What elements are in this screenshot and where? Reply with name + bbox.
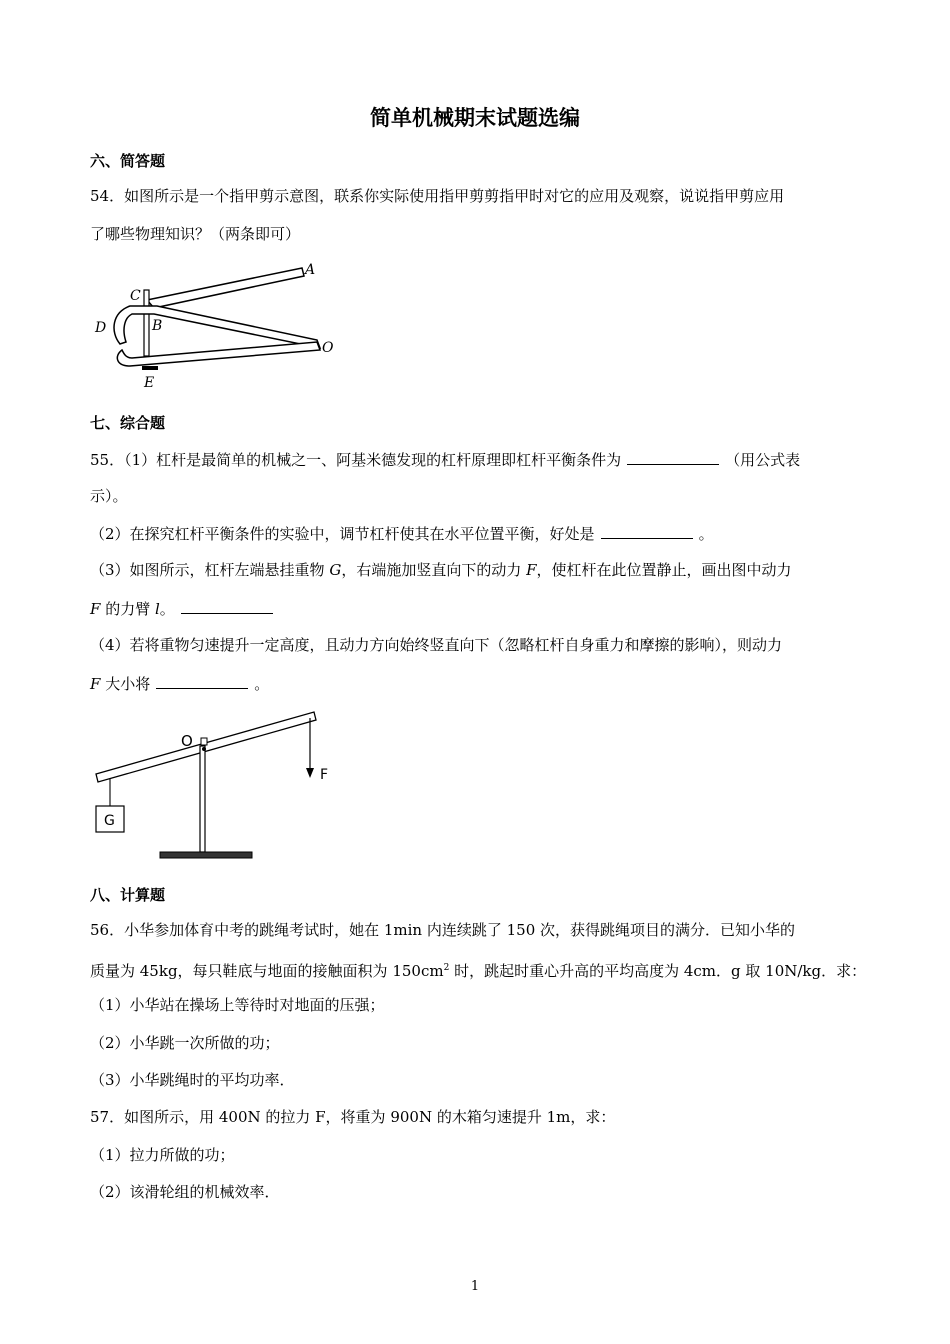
label-pivot-o: O	[181, 732, 193, 750]
q56-subquestion-1: （1）小华站在操场上等待时对地面的压强；	[90, 996, 385, 1014]
q55-part3-text-c: ，使杠杆在此位置静止，画出图中动力	[536, 561, 792, 579]
lever-figure	[90, 706, 350, 866]
q55-part3-text-e: 。	[159, 600, 175, 618]
q55-part1-line-1	[90, 449, 800, 470]
q56-line2-text-a: 质量为 45kg，每只鞋底与地面的接触面积为 150cm	[90, 962, 444, 980]
label-c: C	[130, 288, 141, 304]
clipper-lever	[147, 268, 304, 308]
label-o: O	[322, 340, 334, 356]
force-arrowhead	[306, 768, 314, 778]
clipper-blade-e	[142, 366, 158, 370]
section-heading-comprehensive: 七、综合题	[90, 414, 166, 432]
section-heading-short-answer: 六、简答题	[90, 152, 166, 170]
q57-subquestion-2: （2）该滑轮组的机械效率．	[90, 1183, 280, 1201]
q57-subquestion-1: （1）拉力所做的功；	[90, 1146, 235, 1164]
symbol-f-3: F	[90, 675, 101, 693]
q57-text-line-1: 57．如图所示，用 400N 的拉力 F，将重为 900N 的木箱匀速提升 1m，求：	[90, 1108, 616, 1126]
q55-part3-text-d: 的力臂	[100, 600, 155, 618]
label-d: D	[95, 320, 107, 336]
answer-blank-4[interactable]	[156, 673, 248, 689]
lever-base	[160, 852, 252, 858]
symbol-l: l	[154, 600, 160, 618]
q56-subquestion-2: （2）小华跳一次所做的功；	[90, 1034, 280, 1052]
q55-part2	[90, 523, 714, 544]
q55-part3-line-1	[90, 560, 792, 580]
answer-blank-1[interactable]	[627, 449, 719, 465]
q55-part3-text-a: （3）如图所示，杠杆左端悬挂重物	[90, 561, 330, 579]
q55-part4-line-2	[90, 673, 269, 694]
q56-text-line-2	[90, 958, 866, 981]
q54-text-line-2: 了哪些物理知识？（两条即可）	[90, 225, 301, 243]
q55-part3-line-2	[90, 598, 279, 619]
pivot-point	[202, 747, 206, 751]
q56-line2-text-b: 时，跳起时重心升高的平均高度为 4cm．g 取 10N/kg．求：	[449, 962, 867, 980]
q56-superscript: 2	[443, 963, 450, 973]
section-heading-calculation: 八、计算题	[90, 886, 166, 904]
label-force-f: F	[320, 767, 329, 783]
q55-part1-text: 55．（1）杠杆是最简单的机械之一、阿基米德发现的杠杆原理即杠杆平衡条件为	[90, 451, 622, 469]
q55-part2-end: 。	[698, 525, 714, 543]
answer-blank-3[interactable]	[181, 598, 273, 614]
q54-text-line-1: 54．如图所示是一个指甲剪示意图，联系你实际使用指甲剪剪指甲时对它的应用及观察，说说指甲剪应用	[90, 187, 785, 205]
q55-part4-line-1: （4）若将重物匀速提升一定高度，且动力方向始终竖直向下（忽略杠杆自身重力和摩擦的影响），则动力	[90, 636, 783, 654]
pivot-marker	[201, 738, 207, 745]
page-title: 简单机械期末试题选编	[370, 106, 580, 130]
q55-part4-end: 。	[254, 675, 270, 693]
lever-bar	[96, 712, 316, 782]
answer-blank-2[interactable]	[601, 523, 693, 539]
page-number: 1	[470, 1279, 480, 1294]
q56-subquestion-3: （3）小华跳绳时的平均功率．	[90, 1071, 295, 1089]
symbol-g: G	[329, 561, 342, 579]
symbol-f-2: F	[90, 600, 101, 618]
label-e: E	[144, 375, 155, 391]
clipper-pin	[144, 290, 149, 356]
q55-part1-suffix: （用公式表	[725, 451, 801, 469]
q55-part4-text: 大小将	[100, 675, 151, 693]
label-weight-g: G	[104, 813, 115, 829]
q55-part2-text: （2）在探究杠杆平衡条件的实验中，调节杠杆使其在水平位置平衡，好处是	[90, 525, 595, 543]
nail-clipper-figure	[92, 262, 342, 392]
q55-part1-line-2: 示）。	[90, 487, 128, 505]
lever-stand	[200, 746, 205, 852]
label-a: A	[305, 262, 316, 278]
q56-text-line-1: 56．小华参加体育中考的跳绳考试时，她在 1min 内连续跳了 150 次，获得跳绳项目的满分．已知小华的	[90, 921, 796, 939]
label-b: B	[152, 318, 163, 334]
symbol-f: F	[526, 561, 537, 579]
q55-part3-text-b: ，右端施加竖直向下的动力	[341, 561, 527, 579]
